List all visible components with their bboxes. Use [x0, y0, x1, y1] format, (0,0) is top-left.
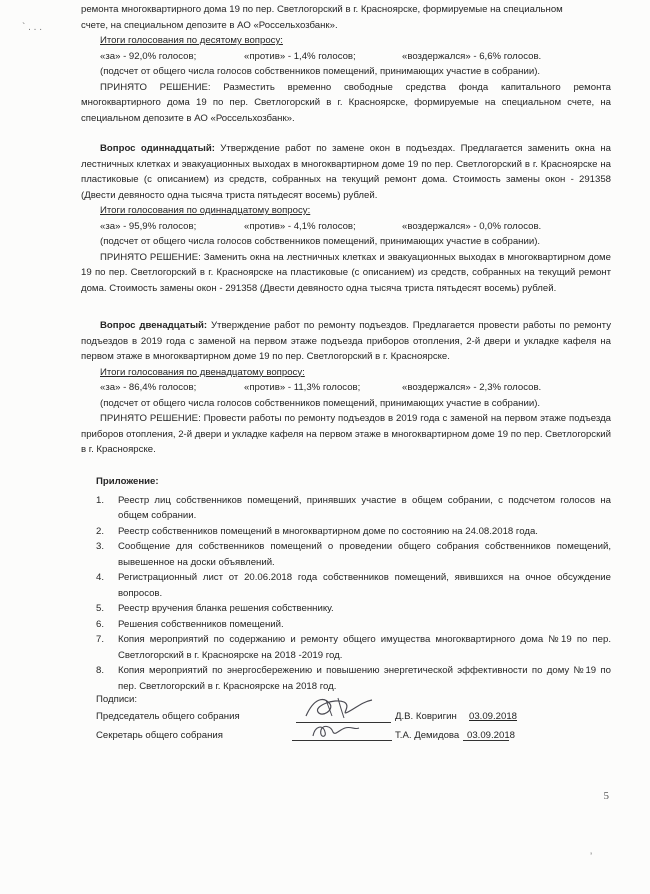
q12-paragraph [81, 318, 611, 365]
chair-name: Д.В. Ковригин [395, 711, 457, 722]
appendix-item-text: Копия мероприятий по содержанию и ремонту общего имущества многоквартирного дома №19 по пер. Светлогорский в г. Красноярске на 2018 -2019 год. [118, 634, 611, 661]
appendix-item-number: 6. [96, 618, 105, 630]
appendix-item-text: Регистрационный лист от 20.06.2018 года собственников помещений, явившихся на очное обсуждение вопросов. [118, 572, 611, 599]
q10-line1: ремонта многоквартирного дома 19 по пер. Светлогорский в г. Красноярске, формируемые на специальном [81, 4, 563, 15]
appendix-item [96, 570, 611, 601]
appendix-item-text: Сообщение для собственников помещений о проведении общего собрания собственников помещений, вывешенное на доски объявлений. [118, 541, 611, 568]
appendix-section [96, 474, 611, 694]
q10-tail-section [81, 2, 611, 126]
q12-protiv: «против» - 11,3% голосов; [244, 382, 361, 393]
q12-text: Утверждение работ по ремонту подъездов. Предлагается провести работы по ремонту подъездов в 2019 года с заменой на первом этаже подъезда приборов отопления, 2-й двери и укладке кафеля на первом этаже в многоквартирном доме 19 по пер. Светлогорский в г. Красноярске. [81, 320, 611, 362]
appendix-item-number: 4. [96, 572, 105, 583]
signatures-heading: Подписи: [96, 694, 137, 705]
q12-za: «за» - 86,4% голосов; [100, 382, 197, 393]
q11-results-heading: Итоги голосования по одиннадцатому вопросу: [100, 205, 311, 216]
q11-vozd: «воздержался» - 0,0% голосов. [402, 220, 542, 232]
appendix-item [96, 632, 611, 663]
q12-results-heading: Итоги голосования по двенадцатому вопросу: [100, 366, 305, 378]
appendix-list [96, 493, 611, 695]
q10-vote-results [81, 49, 611, 65]
chair-signature-image [300, 694, 380, 722]
q11-za: «за» - 95,9% голосов; [100, 220, 197, 232]
appendix-heading: Приложение: [96, 476, 159, 487]
secretary-signature-image [305, 720, 365, 742]
q10-decision: ПРИНЯТО РЕШЕНИЕ: Разместить временно свободные средства фонда капитального ремонта многоквартирного дома 19 по пер. Светлогорский в г. Красноярске, формируемые на специальном счете, на специальном депозите в АО «Россельхозбанк». [81, 81, 611, 124]
q10-note: (подсчет от общего числа голосов собственников помещений, принимающих участие в собрании). [100, 66, 541, 77]
appendix-item [96, 539, 611, 570]
secretary-date: 03.09.2018 [467, 730, 516, 741]
q12-vote-results [81, 380, 611, 396]
secretary-name: Т.А. Демидова [395, 730, 460, 741]
q10-vozd: «воздержался» - 6,6% голосов. [402, 50, 542, 62]
q11-vote-results [81, 219, 611, 235]
secretary-label: Секретарь общего собрания [96, 730, 223, 741]
chair-label: Председатель общего собрания [96, 711, 240, 722]
appendix-item-number: 8. [96, 665, 105, 676]
appendix-item-number: 7. [96, 634, 105, 645]
q12-vozd: «воздержался» - 2,3% голосов. [402, 382, 542, 393]
q11-text: Утверждение работ по замене окон в подъездах. Предлагается заменить окна на лестничных клетках и эвакуационных выходах в многоквартирном доме 19 по пер. Светлогорский в г. Красноярске на пластиковые (с описанием) из средств, собранных на текущий ремонт дома. Стоимость замены окон - 291358 (Двести девяносто одна тысяча триста пятьдесят восемь) рублей. [81, 143, 612, 201]
q10-line2: счете, на специальном депозите в АО «Россельхозбанк». [81, 19, 338, 31]
page-number: 5 [603, 790, 609, 802]
q11-paragraph [81, 141, 611, 203]
q10-results-heading: Итоги голосования по десятому вопросу: [100, 35, 283, 46]
chair-date: 03.09.2018 [469, 711, 518, 722]
q10-za: «за» - 92,0% голосов; [100, 50, 197, 62]
q11-decision: ПРИНЯТО РЕШЕНИЕ: Заменить окна на лестничных клетках и эвакуационных выходах в многоквартирном доме 19 по пер. Светлогорский в г. Красноярске на пластиковые (с описанием) из средств, собранных на текущий ремонт дома. Стоимость замены окон - 291358 (Двести девяносто одна тысяча триста пятьдесят восемь) рублей. [81, 251, 611, 294]
q11-note: (подсчет от общего числа голосов собственников помещений, принимающих участие в собрании). [100, 236, 541, 247]
appendix-item-number: 5. [96, 603, 105, 614]
appendix-item-text: Решения собственников помещений. [118, 618, 284, 630]
appendix-item [96, 601, 611, 617]
q11-title: Вопрос одиннадцатый: [100, 143, 215, 154]
appendix-item-text: Реестр лиц собственников помещений, принявших участие в общем собрании, с подсчетом голосов на общем собрании. [118, 494, 611, 521]
secretary-signature-line [292, 740, 392, 741]
q10-protiv: «против» - 1,4% голосов; [244, 50, 356, 62]
q11-protiv: «против» - 4,1% голосов; [244, 220, 356, 232]
appendix-item [96, 617, 611, 633]
appendix-item [96, 493, 611, 524]
corner-scan-mark: ` . . . [22, 22, 42, 33]
q12-decision: ПРИНЯТО РЕШЕНИЕ: Провести работы по ремонту подъездов в 2019 года с заменой на первом этаже подъезда приборов отопления, 2-й двери и укладке кафеля на первом этаже в многоквартирном доме 19 по пер. Светлогорский в г. Красноярске. [81, 413, 611, 455]
appendix-item-number: 3. [96, 541, 105, 552]
appendix-item-number: 2. [96, 525, 105, 537]
appendix-item-number: 1. [96, 494, 105, 506]
appendix-item-text: Копия мероприятий по энергосбережению и повышению энергетической эффективности по дому №19 по пер. Светлогорский в г. Красноярске на 2018 год. [118, 665, 611, 692]
appendix-item-text: Реестр собственников помещений в многоквартирном доме по состоянию на 24.08.2018 года. [118, 525, 538, 537]
bottom-scan-mark: ʼ [590, 852, 593, 863]
q12-note: (подсчет от общего числа голосов собственников помещений, принимающих участие в собрании). [100, 397, 541, 409]
appendix-item [96, 524, 611, 540]
appendix-item [96, 663, 611, 694]
appendix-item-text: Реестр вручения бланка решения собственнику. [118, 603, 334, 614]
q11-section [81, 141, 611, 296]
q12-section [81, 318, 611, 458]
q12-title: Вопрос двенадцатый: [100, 320, 208, 331]
